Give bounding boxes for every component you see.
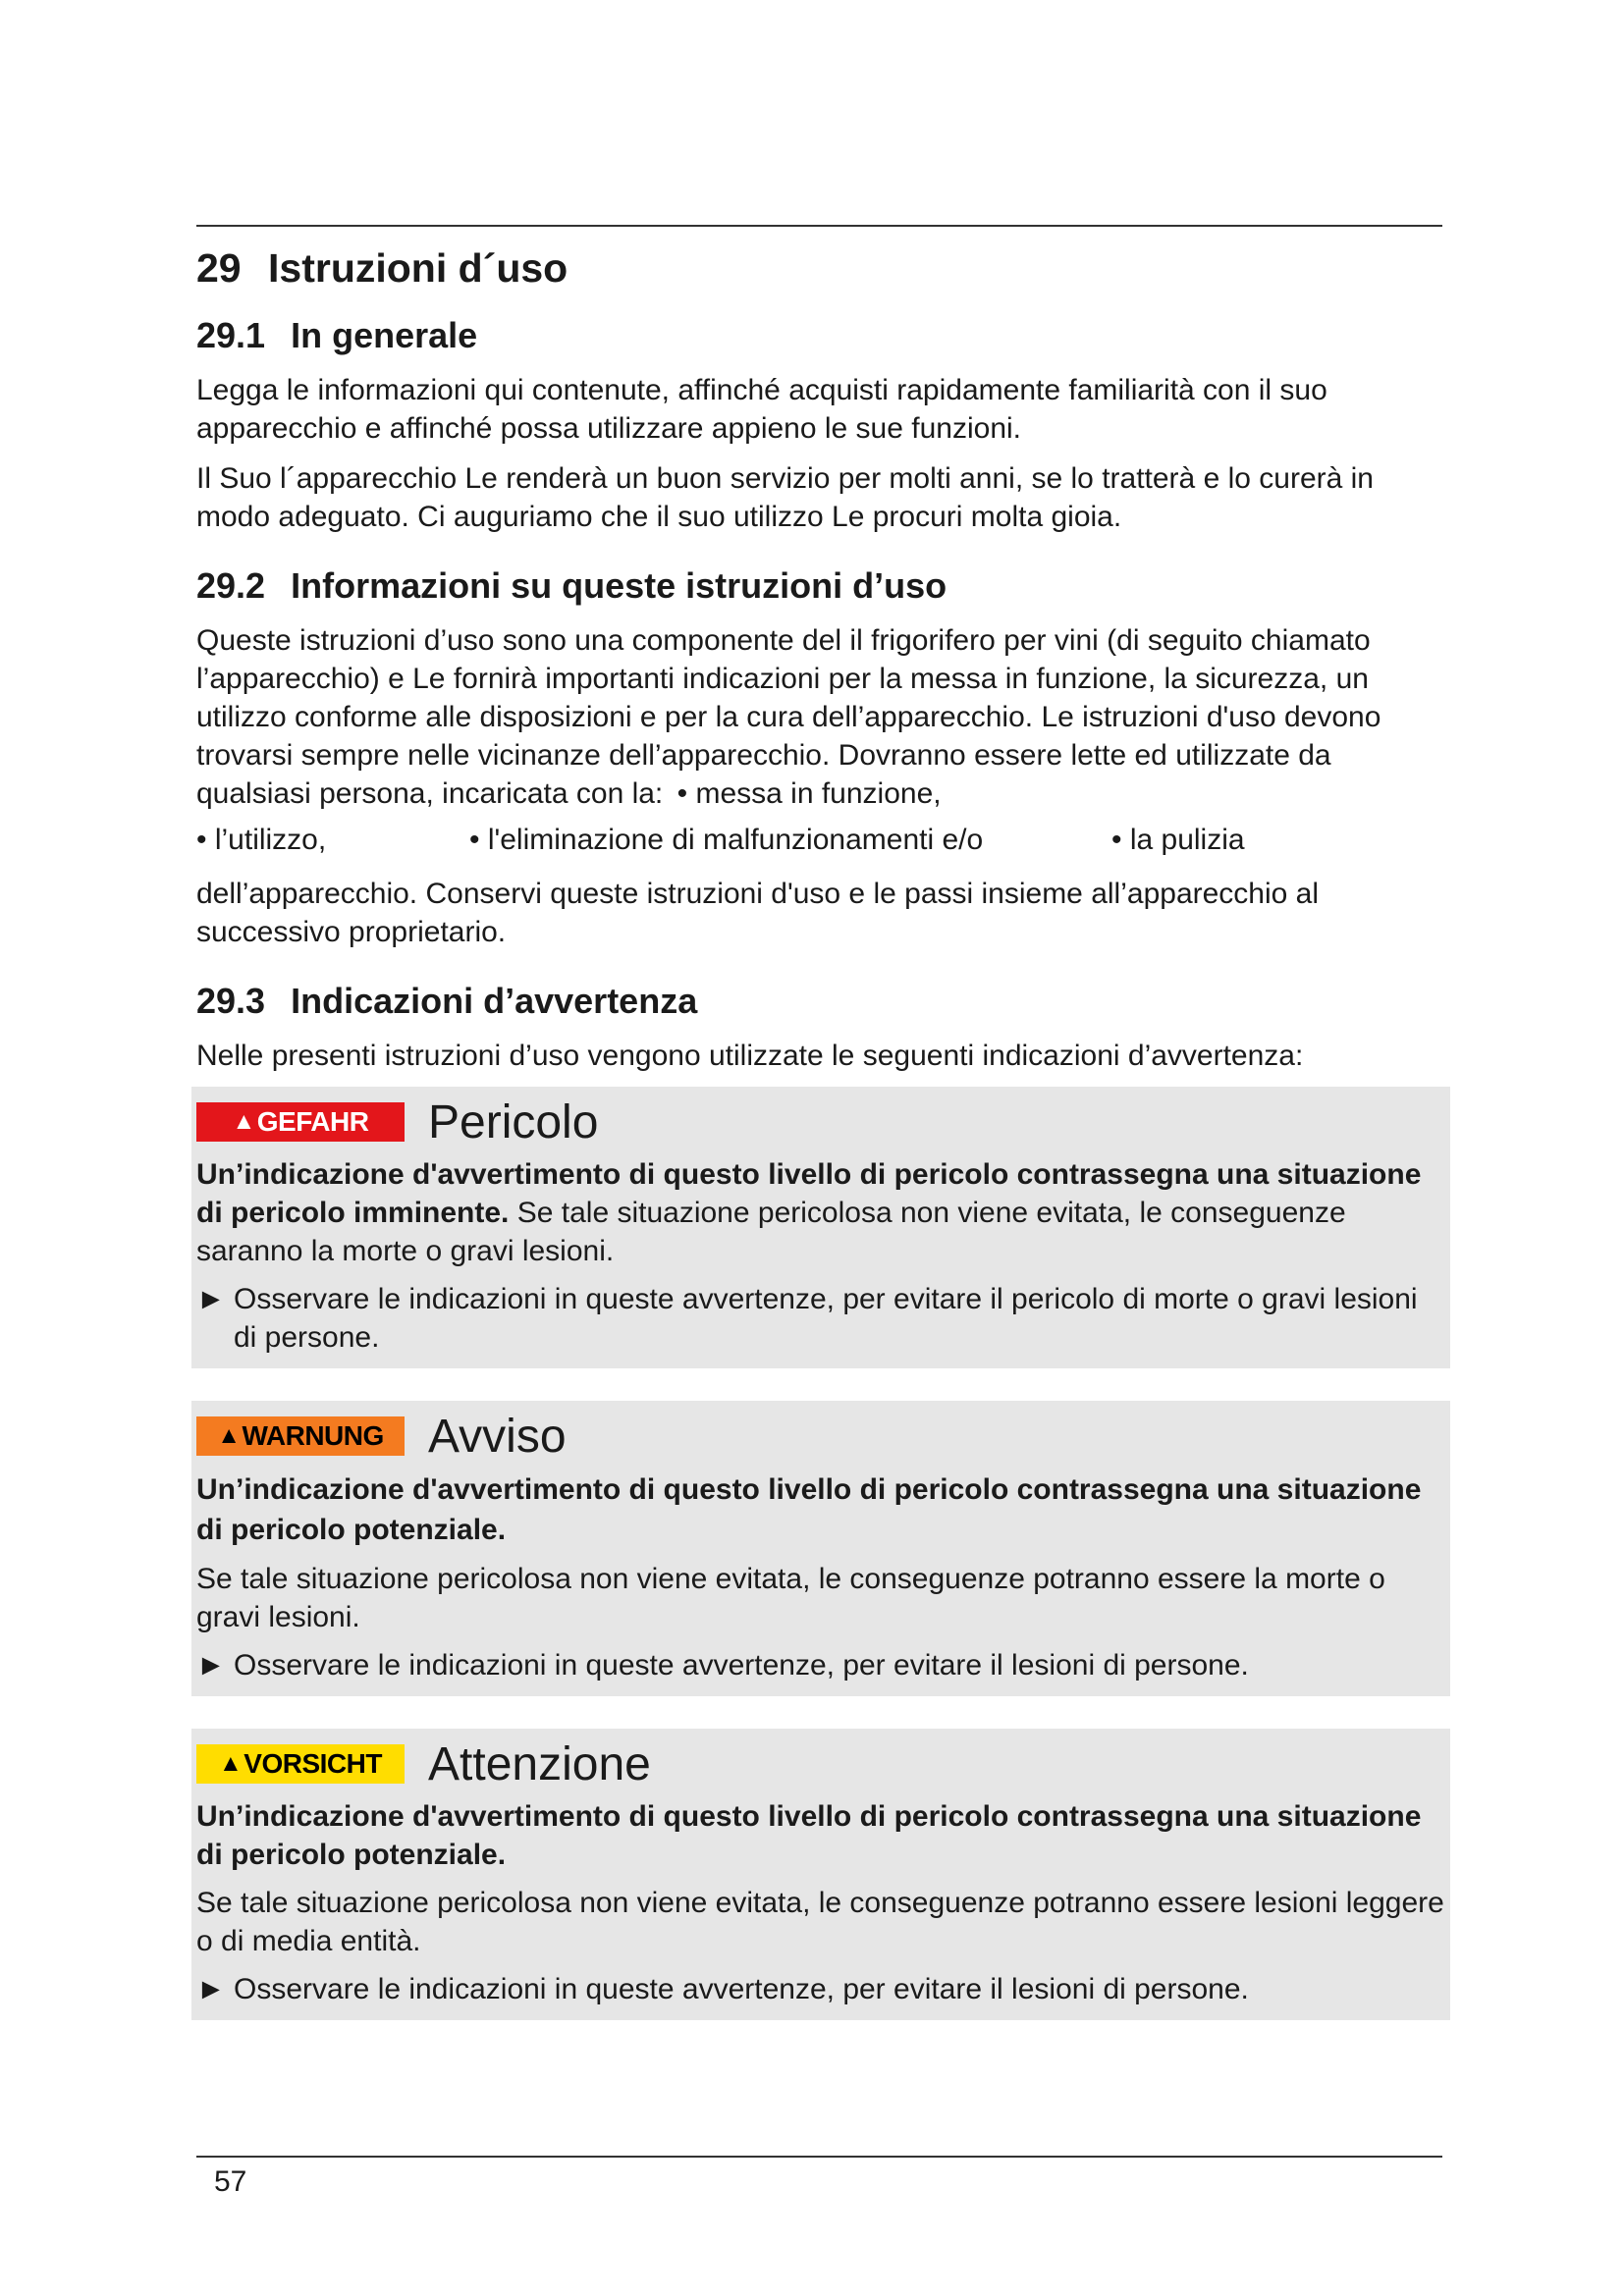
bullet-item: • la pulizia (1111, 824, 1245, 857)
arrow-right-icon: ► (196, 1283, 226, 1316)
paragraph: Legga le informazioni qui contenute, affinché acquisti rapidamente familiarità con il suo apparecchio e affinché possa utilizzare appieno le sue funzioni. (196, 374, 1327, 446)
arrow-right-icon: ► (196, 1649, 226, 1682)
about-intro: Queste istruzioni d’uso sono una componente del il frigorifero per vini (di seguito chiamato l’apparecchio) e Le fornirà importanti indicazioni per la messa in funzione, la sicurezza, un utilizzo conforme alle disposizioni e per la cura dell’apparecchio. Le istruzioni d'uso devono trovarsi sempre nelle vicinanze dell’apparecchio. Dovranno essere lette ed utilizzate da qualsiasi persona, incaricata con la: (196, 624, 1381, 811)
warning-header (196, 1736, 1445, 1791)
page-content (196, 243, 1445, 2053)
paragraph: Nelle presenti istruzioni d’uso vengono utilizzate le seguenti indicazioni d’avvertenza: (196, 1040, 1304, 1073)
page-number: 57 (214, 2165, 247, 2198)
paragraph: dell’apparecchio. Conservi queste istruzioni d'uso e le passi insieme all’apparecchio al successivo proprietario. (196, 878, 1320, 949)
warning-box-danger (191, 1087, 1450, 1368)
warning-bold-text: Un’indicazione d'avvertimento di questo livello di pericolo contrassegna una situazione di pericolo potenziale. (196, 1473, 1422, 1547)
warning-text: Se tale situazione pericolosa non viene evitata, le conseguenze potranno essere la morte o gravi lesioni. (196, 1563, 1385, 1634)
section-warnings (196, 979, 1445, 1075)
section-heading (196, 979, 1445, 1023)
section-heading (196, 563, 1445, 608)
chapter-title (196, 243, 1445, 294)
section-number: 29.3 (196, 981, 266, 1022)
warning-action-text: Osservare le indicazioni in queste avvertenze, per evitare il lesioni di persone. (234, 1973, 1249, 2006)
signal-word-badge (196, 1744, 405, 1784)
footer-rule (196, 2156, 1442, 2158)
warning-box-warning (191, 1401, 1450, 1696)
bullet-list (196, 821, 1445, 859)
signal-word: WARNUNG (242, 1420, 384, 1452)
header-rule (196, 225, 1442, 227)
warning-triangle-icon: ▲ (232, 1108, 255, 1136)
signal-word: VORSICHT (244, 1748, 382, 1780)
warning-text: Se tale situazione pericolosa non viene evitata, le conseguenze potranno essere lesioni leggere o di media entità. (196, 1887, 1444, 1958)
warning-header (196, 1409, 1445, 1464)
warning-bold-text: Un’indicazione d'avvertimento di questo livello di pericolo contrassegna una situazione di pericolo potenziale. (196, 1800, 1422, 1872)
section-general (196, 313, 1445, 536)
warning-text: Se tale situazione pericolosa non viene evitata, le conseguenze saranno la morte o gravi lesioni. (196, 1197, 1346, 1268)
arrow-right-icon: ► (196, 1973, 226, 2006)
warning-action (196, 1646, 1445, 1684)
warning-title: Attenzione (428, 1737, 651, 1790)
bullet-item: • l’utilizzo, (196, 824, 327, 857)
warning-action (196, 1280, 1445, 1357)
warning-header (196, 1095, 1445, 1149)
chapter-number: 29 (196, 245, 242, 291)
signal-word: GEFAHR (256, 1106, 369, 1138)
warning-action (196, 1970, 1445, 2008)
section-number: 29.2 (196, 565, 266, 607)
warning-box-caution (191, 1729, 1450, 2020)
chapter-title-text: Istruzioni d´uso (268, 245, 568, 291)
section-about (196, 563, 1445, 951)
signal-word-badge (196, 1416, 405, 1456)
warning-description (196, 1155, 1445, 1270)
paragraph (196, 621, 1445, 813)
section-title: Indicazioni d’avvertenza (291, 981, 698, 1022)
section-title: In generale (291, 315, 478, 356)
paragraph: Il Suo l´apparecchio Le renderà un buon servizio per molti anni, se lo tratterà e lo curerà in modo adeguato. Ci auguriamo che il suo utilizzo Le procuri molta gioia. (196, 462, 1374, 534)
bullet-item: • l'eliminazione di malfunzionamenti e/o (469, 824, 984, 857)
warning-action-text: Osservare le indicazioni in queste avvertenze, per evitare il pericolo di morte o gravi lesioni di persone. (234, 1283, 1418, 1355)
section-title: Informazioni su queste istruzioni d’uso (291, 565, 947, 607)
bullet-item: • messa in funzione, (677, 777, 942, 811)
warning-triangle-icon: ▲ (219, 1750, 243, 1778)
section-number: 29.1 (196, 315, 266, 356)
signal-word-badge (196, 1102, 405, 1142)
warning-bold-text: Un’indicazione d'avvertimento di questo livello di pericolo contrassegna una situazione di pericolo imminente. (196, 1158, 1422, 1230)
warning-triangle-icon: ▲ (217, 1422, 241, 1450)
warning-title: Avviso (428, 1410, 567, 1463)
warning-action-text: Osservare le indicazioni in queste avvertenze, per evitare il lesioni di persone. (234, 1649, 1249, 1682)
section-heading (196, 313, 1445, 357)
warning-title: Pericolo (428, 1095, 599, 1148)
